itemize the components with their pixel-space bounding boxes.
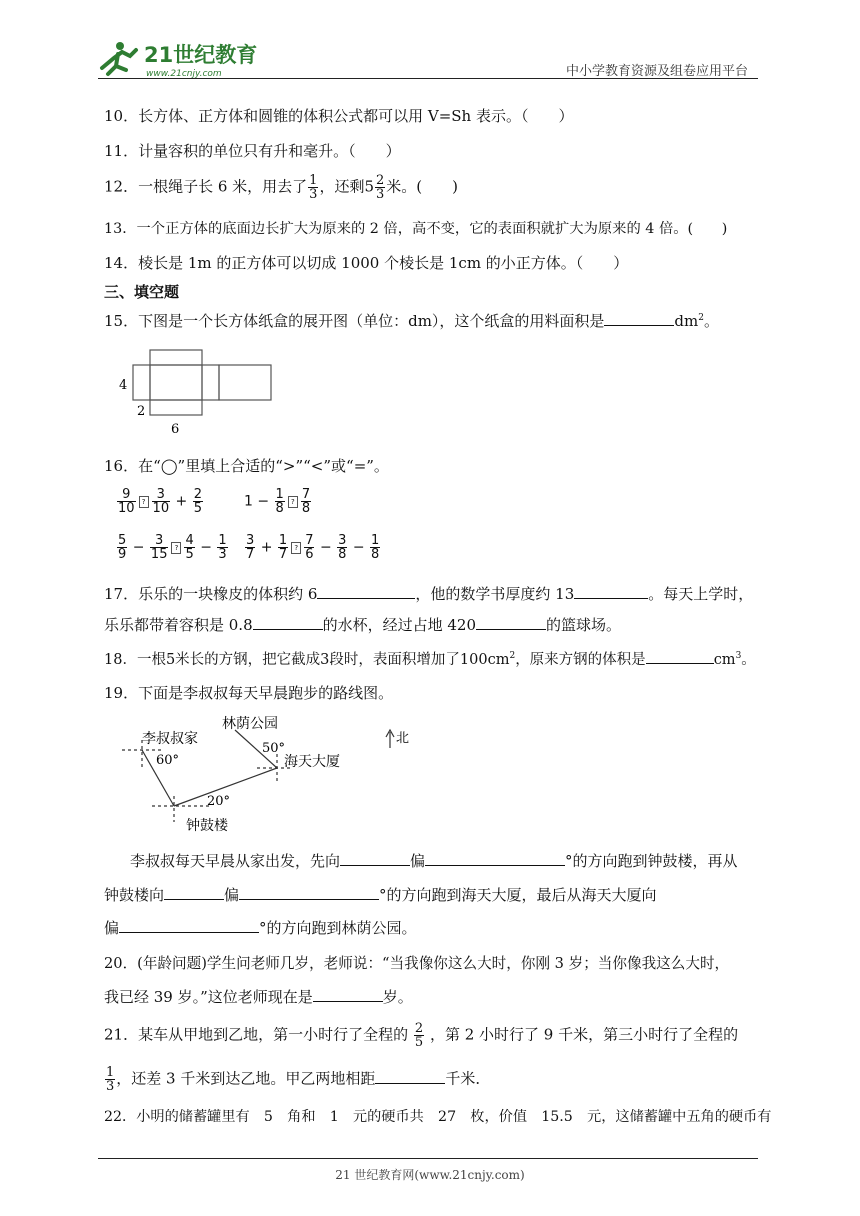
q16-expr-4: $\frac{3}{7}$ + $\frac{1}{7}$ ? $\frac{7}{6}$ − $\frac{3}{8}$ − $\frac{1}{8}$: [246, 533, 380, 562]
q12-text-a: 12．一根绳子长 6 米，用去了: [104, 177, 308, 196]
q21-answer-blank[interactable]: [375, 1069, 445, 1084]
question-19: 19．下面是李叔叔每天早晨跑步的路线图。: [104, 684, 394, 702]
q12-fraction-2: $\frac{2}{3}$: [376, 173, 385, 202]
header-divider: [98, 78, 758, 79]
section-title-fill-blank: 三、填空题: [104, 283, 180, 301]
q15-text: 15．下图是一个长方体纸盒的展开图（单位：dm），这个纸盒的用料面积是: [104, 312, 605, 330]
q17-blank-1[interactable]: [317, 584, 415, 599]
angle-20: 20°: [207, 794, 231, 809]
footer-text: 21 世纪教育网(www.21cnjy.com): [335, 1168, 525, 1182]
question-18: 18．一根5米长的方钢，把它截成3段时，表面积增加了$100cm^2$，原来方钢的体积是 $cm^3$。: [104, 648, 756, 669]
q19-blank-1[interactable]: [340, 851, 410, 866]
question-17-line-1: 17．乐乐的一块橡皮的体积约 6 ，他的数学书厚度约 13 。每天上学时，: [104, 585, 754, 603]
q17-blank-3[interactable]: [253, 615, 323, 630]
question-12: [104, 174, 458, 201]
route-map-figure: [112, 710, 422, 835]
q19-paragraph-line-1: 李叔叔每天早晨从家出发，先向 偏 °的方向跑到钟鼓楼，再从: [130, 852, 738, 870]
q19-blank-3[interactable]: [164, 885, 224, 900]
q19-paragraph-line-2: 钟鼓楼向 偏 °的方向跑到海天大厦，最后从海天大厦向: [104, 886, 657, 904]
svg-text:www.21cnjy.com: www.21cnjy.com: [146, 69, 222, 79]
question-17-line-2: 乐乐都带着容积是 0.8 的水杯，经过占地 420 的篮球场。: [104, 616, 622, 634]
angle-60: 60°: [156, 753, 180, 768]
q12-fraction-1: $\frac{1}{3}$: [309, 173, 318, 202]
label-north: 北: [396, 731, 410, 746]
compare-circle-2[interactable]: ?: [288, 496, 298, 508]
question-13: 13．一个正方体的底面边长扩大为原来的 2 倍，高不变，它的表面积就扩大为原来的 4 倍。( ): [104, 221, 728, 237]
box-net-figure: [115, 345, 275, 435]
angle-50: 50°: [262, 741, 286, 756]
label-4: 4: [119, 378, 128, 393]
question-20-line-1: 20．(年龄问题)学生问老师几岁，老师说：“当我像你这么大时，你刚 3 岁；当你像我这么大时，: [104, 955, 730, 972]
question-15: 15．下图是一个长方体纸盒的展开图（单位：dm），这个纸盒的用料面积是 $dm^2$。: [104, 312, 719, 330]
label-home: 李叔叔家: [142, 731, 198, 747]
q17-blank-2[interactable]: [574, 584, 648, 599]
q15-unit: dm: [674, 312, 699, 330]
question-14: 14．棱长是 1m 的正方体可以切成 1000 个棱长是 1cm 的小正方体。（ ）: [104, 254, 629, 272]
q19-blank-5[interactable]: [119, 918, 259, 933]
compare-circle-1[interactable]: ?: [139, 496, 149, 508]
q16-expr-1: $\frac{9}{10}$ ? $\frac{3}{10}$ + $\frac{2}{5}$: [118, 487, 203, 516]
svg-text:21世纪教育: 21世纪教育: [144, 43, 258, 67]
question-21-line-1: 21．某车从甲地到乙地，第一小时行了全程的 $\frac{2}{5}$ ，第 2 小时行了 9 千米，第三小时行了全程的: [104, 1021, 739, 1050]
question-20-line-2: 我已经 39 岁。”这位老师现在是 岁。: [104, 988, 413, 1006]
compare-circle-4[interactable]: ?: [291, 542, 301, 554]
q18-answer-blank[interactable]: [646, 649, 714, 664]
label-2: 2: [137, 404, 146, 419]
label-building: 海天大厦: [284, 754, 340, 770]
q17-blank-4[interactable]: [476, 615, 546, 630]
q19-paragraph-line-3: 偏 °的方向跑到林荫公园。: [104, 919, 417, 937]
label-tower: 钟鼓楼: [186, 818, 228, 834]
site-logo: [96, 38, 266, 80]
question-21-line-2: $\frac{1}{3}$ ，还差 3 千米到达乙地。甲乙两地相距 千米．: [106, 1065, 491, 1094]
question-16: 16．在“◯”里填上合适的“>”“<”或“=”。: [104, 457, 389, 475]
question-11: 11．计量容积的单位只有升和毫升。（ ）: [104, 142, 401, 160]
q20-answer-blank[interactable]: [313, 987, 383, 1002]
footer-divider: [98, 1158, 758, 1159]
q19-blank-4[interactable]: [239, 885, 379, 900]
q16-expr-3: $\frac{5}{9}$ − $\frac{3}{15}$ ? $\frac{4}{5}$ − $\frac{1}{3}$: [118, 533, 227, 562]
q15-answer-blank[interactable]: [604, 311, 674, 326]
route-map-diagram: [112, 710, 422, 835]
q16-expr-2: 1 − $\frac{1}{8}$ ? $\frac{7}{8}$: [244, 487, 311, 516]
question-10: 10．长方体、正方体和圆锥的体积公式都可以用 V=Sh 表示。（ ）: [104, 107, 574, 125]
q15-unit-sup: 2: [698, 313, 704, 323]
q12-text-c: 米。( ): [386, 177, 458, 196]
label-6: 6: [171, 422, 180, 435]
runner-logo-icon: [102, 42, 136, 74]
q19-blank-2[interactable]: [425, 851, 565, 866]
header-platform-text: 中小学教育资源及组卷应用平台: [566, 64, 749, 79]
compare-circle-3[interactable]: ?: [171, 542, 181, 554]
question-22: 22．小明的储蓄罐里有 5 角和 1 元的硬币共 27 枚，价值 15.5 元，这储蓄罐中五角的硬币有: [104, 1109, 772, 1125]
q12-text-b: ，还剩5: [319, 177, 374, 196]
label-park: 林荫公园: [222, 716, 278, 732]
box-net-diagram: [115, 345, 275, 435]
